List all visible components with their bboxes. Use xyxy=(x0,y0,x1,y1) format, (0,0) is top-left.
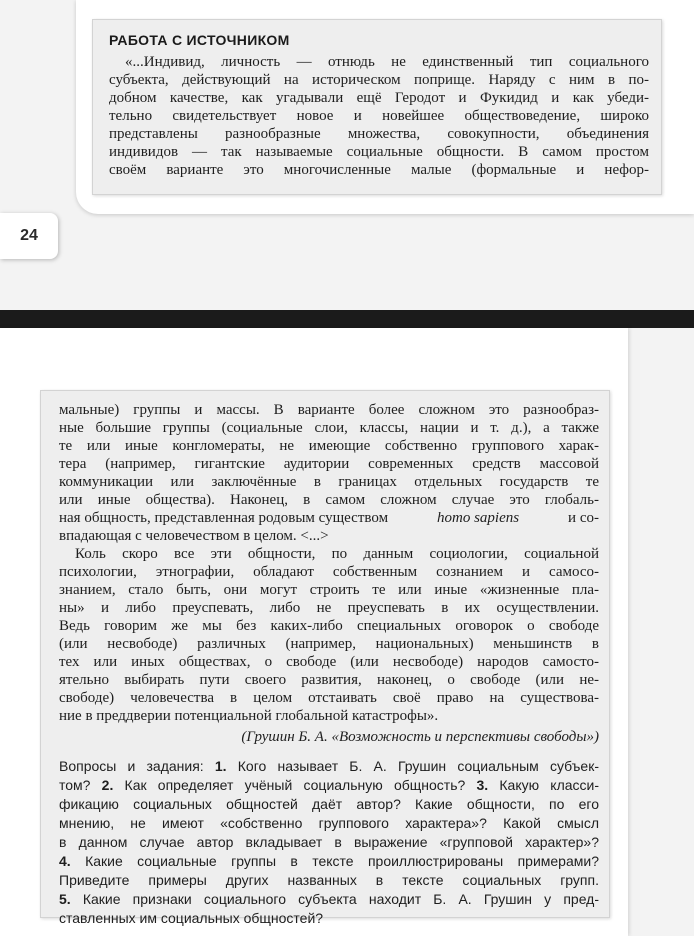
quote-line: своём варианте это многочисленные малые (формальные и нефор- xyxy=(109,162,649,178)
quote-line: тех или иных обществах, о свободе (или несвободе) народов самосто- xyxy=(59,654,599,670)
question-line xyxy=(59,890,599,909)
question-text: Кого называет Б. А. Грушин социальным субъек- xyxy=(237,758,600,774)
quote-line: ние в преддверии потенциальной глобальной катастрофы». xyxy=(59,708,439,724)
question-number: 4. xyxy=(59,853,71,869)
page-divider xyxy=(0,310,694,328)
quote-line: Ведь говорим же мы без каких-либо специальных оговорок о свободе xyxy=(59,618,599,634)
question-text: Какие признаки социального субъекта находит Б. А. Грушин у пред- xyxy=(82,891,600,907)
quote-citation: (Грушин Б. А. «Возможность и перспективы свободы») xyxy=(241,729,599,745)
page-number: 24 xyxy=(0,213,58,259)
question-text: Какую класси- xyxy=(499,777,600,793)
questions-label: Вопросы и задания: xyxy=(59,758,204,774)
source-box-bottom xyxy=(40,390,610,926)
question-text: Какие социальные группы в тексте проиллюстрированы примерами? xyxy=(85,853,599,869)
quote-line: или иные общества). Наконец, в самом сложном случае это глобаль- xyxy=(59,492,599,508)
bottom-page xyxy=(0,328,694,936)
question-line: Приведите примеры других названных в тексте социальных групп. xyxy=(59,872,599,888)
question-line xyxy=(59,852,599,871)
quote-line: Коль скоро все эти общности, по данным социологии, социальной xyxy=(75,546,599,562)
question-number: 5. xyxy=(59,891,71,907)
quote-fragment: ная общность, представленная родовым существом xyxy=(59,510,389,526)
quote-line: (или несвободе) различных (например, национальных) меньшинств в xyxy=(59,636,599,652)
quote-line: ятельно выбирать пути своего развития, наконец, о свободе (или не- xyxy=(59,672,599,688)
question-number: 1. xyxy=(214,758,227,774)
quote-line: добном качестве, как угадывали ещё Геродот и Фукидид и как убеди- xyxy=(109,90,649,106)
quote-line: тельно свидетельствует новое и новейшее обществоведение, широко xyxy=(109,108,649,124)
question-line: ставленных им социальных общностей? xyxy=(59,910,324,926)
question-line: в данном случае автор вкладывает в выражение «групповой характер»? xyxy=(59,834,599,850)
quote-line: впадающая с человечеством в целом. <...> xyxy=(59,528,329,544)
source-box-title: РАБОТА С ИСТОЧНИКОМ xyxy=(109,32,290,48)
quote-line: знанием, стало быть, они могут строить те или иные «жизненные пла- xyxy=(59,582,599,598)
source-box-top xyxy=(92,19,662,195)
quote-latin-term: homo sapiens xyxy=(437,510,520,526)
quote-line: ные большие группы (социальные слои, классы, нации и т. д.), а также xyxy=(59,420,599,436)
top-page xyxy=(0,0,694,310)
question-line: фикацию социальных общностей даёт автор? Какие общности, по его xyxy=(59,796,599,812)
quote-line: психологии, этнографии, обладают собственным сознанием и самосо- xyxy=(59,564,599,580)
question-text: том? xyxy=(59,777,91,793)
question-line xyxy=(59,776,599,795)
quote-fragment: и со- xyxy=(568,510,599,526)
quote-line: «...Индивид, личность — отнюдь не единственный тип социального xyxy=(125,54,649,70)
quote-line: свободе) человечества в целом отстаивать своё право на существова- xyxy=(59,690,599,706)
quote-line: коммуникации или заключённые в границах отдельных государств те xyxy=(59,474,599,490)
quote-line: субъекта, действующий на историческом поприще. Наряду с ним в по- xyxy=(109,72,649,88)
quote-line: мальные) группы и массы. В варианте более сложном это разнообраз- xyxy=(59,402,599,418)
quote-line: те или иные конгломераты, не имеющие собственно группового харак- xyxy=(59,438,599,454)
question-number: 2. xyxy=(101,777,114,793)
quote-line: тера (например, гигантские аудитории современных средств массовой xyxy=(59,456,599,472)
quote-line-mixed xyxy=(59,509,599,527)
question-line xyxy=(59,757,599,776)
question-number: 3. xyxy=(476,777,489,793)
quote-line: ны» и либо преуспевать, либо не преуспевать в их осуществлении. xyxy=(59,600,599,616)
quote-line: представлены разнообразные множества, совокупности, объединения xyxy=(109,126,649,142)
question-text: Как определяет учёный социальную общность? xyxy=(124,777,466,793)
quote-line: индивидов — так называемые социальные общности. В самом простом xyxy=(109,144,649,160)
question-line: мнению, не имеют «собственно группового характера»? Какой смысл xyxy=(59,815,599,831)
